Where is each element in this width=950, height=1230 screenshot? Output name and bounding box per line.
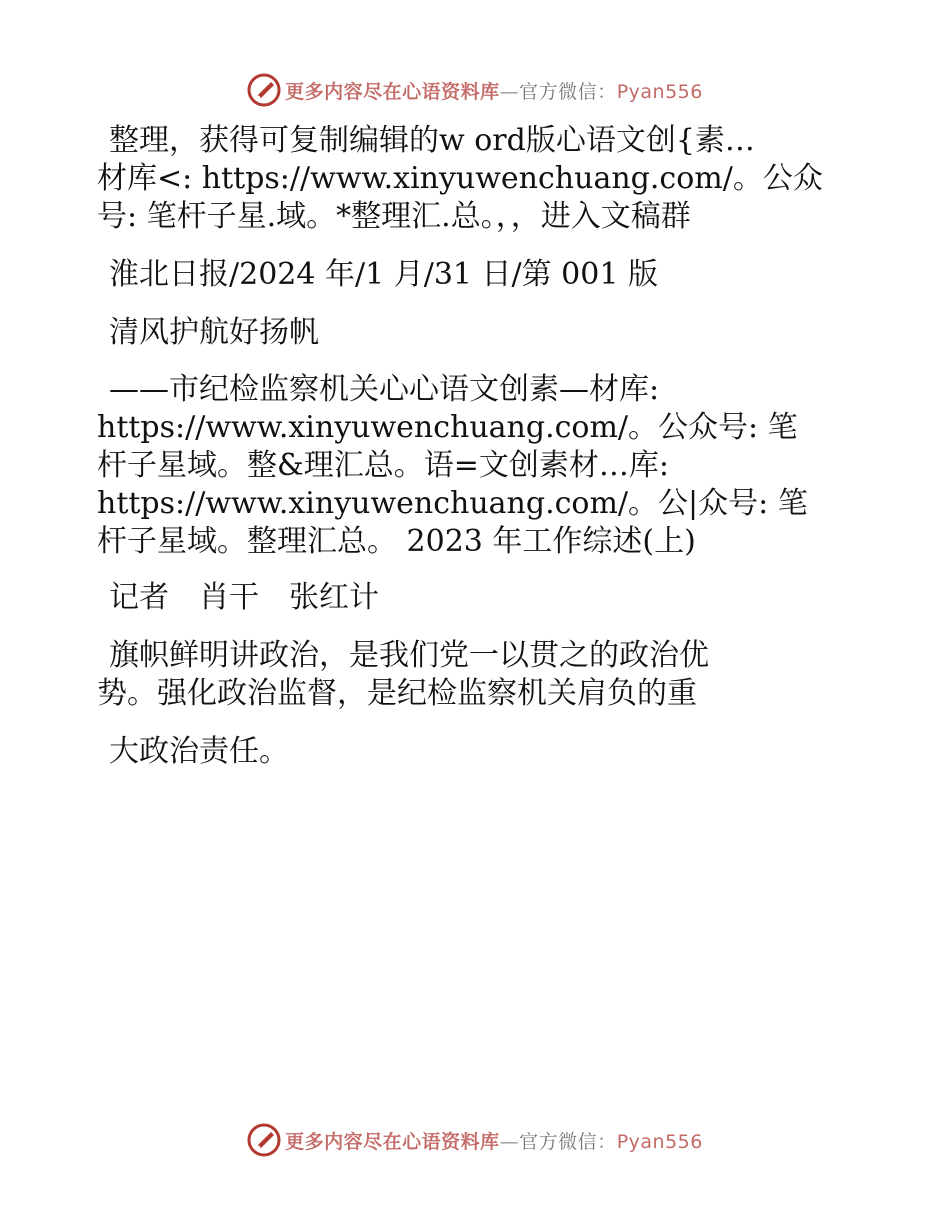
footer-banner-wechat-id: Pyan556: [616, 1130, 703, 1153]
pen-seal-logo-icon: [247, 1123, 281, 1157]
header-banner-wechat-id: Pyan556: [616, 80, 703, 103]
article-title: 清风护航好扬帆: [109, 315, 319, 350]
header-banner-wechat-label: 官方微信：: [519, 80, 617, 103]
footer-banner-main: 更多内容尽在心语资料库: [285, 1130, 500, 1153]
body-line-3: 号: 笔杆子星.域。*整理汇.总。，，进入文稿群: [97, 199, 691, 234]
header-banner-main: 更多内容尽在心语资料库: [285, 80, 500, 103]
article-subtitle-line-2: https://www.xinyuwenchuang.com/。公众号: 笔: [97, 410, 798, 445]
paragraph-line-3: 大政治责任。: [109, 734, 289, 769]
footer-banner-text: [285, 1127, 703, 1154]
article-subtitle-line-3: 杆子星域。整&理汇总。语=文创素材…库:: [97, 448, 669, 483]
newspaper-source-line: 淮北日报/2024 年/1 月/31 日/第 001 版: [109, 257, 658, 292]
header-banner: [0, 70, 950, 110]
footer-banner-wechat-label: 官方微信：: [519, 1130, 617, 1153]
footer-banner: [0, 1120, 950, 1160]
body-line-1: 整理，获得可复制编辑的w ord版心语文创{素…: [109, 123, 755, 158]
footer-banner-sep: —: [499, 1130, 520, 1153]
pen-seal-logo-icon: [247, 73, 281, 107]
body-line-2: 材库<: https://www.xinyuwenchuang.com/。公众: [97, 161, 823, 196]
article-byline: 记者 肖干 张红计: [109, 580, 379, 615]
article-subtitle-line-1: ——市纪检监察机关心心语文创素—材库:: [109, 372, 660, 407]
header-banner-text: [285, 77, 703, 104]
paragraph-line-2: 势。强化政治监督，是纪检监察机关肩负的重: [97, 676, 697, 711]
header-banner-sep: —: [499, 80, 520, 103]
article-subtitle-line-5: 杆子星域。整理汇总。 2023 年工作综述(上): [97, 524, 696, 559]
paragraph-line-1: 旗帜鲜明讲政治，是我们党一以贯之的政治优: [109, 638, 709, 673]
article-subtitle-line-4: https://www.xinyuwenchuang.com/。公|众号: 笔: [97, 486, 808, 521]
document-body: [97, 122, 857, 771]
